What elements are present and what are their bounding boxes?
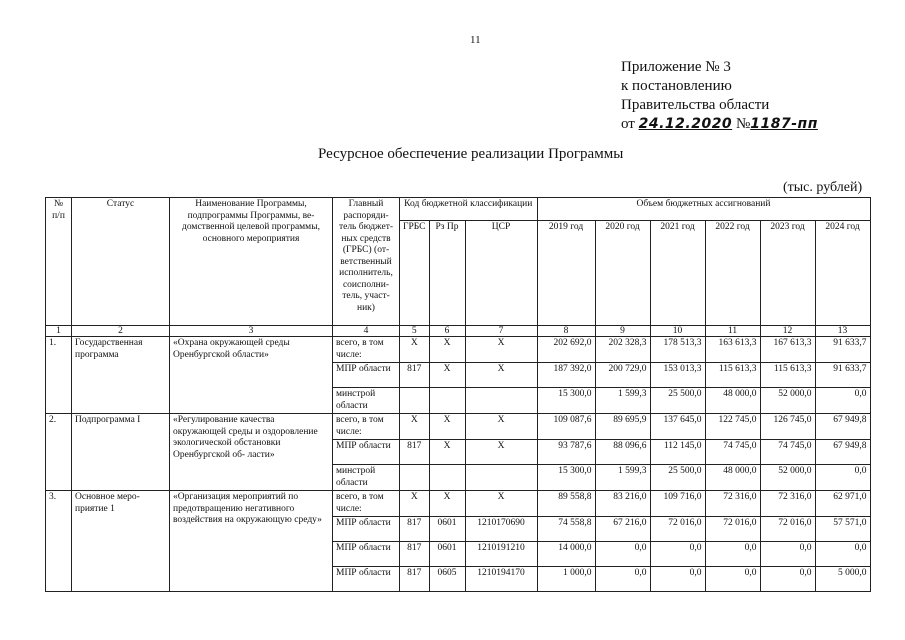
row-value: 52 000,0	[760, 388, 815, 414]
row-status: Государственная программа	[72, 337, 170, 414]
row-admin: МПР области	[333, 517, 400, 542]
row-value: 15 300,0	[537, 465, 595, 491]
row-value: 91 633,7	[815, 337, 870, 363]
row-value: 14 000,0	[537, 542, 595, 567]
row-rzpr: 0605	[429, 567, 465, 592]
row-value: 1 599,3	[595, 388, 650, 414]
row-admin: минстрой области	[333, 388, 400, 414]
row-name: «Организация мероприятий по предотвращению негативного воздействия на окружающую среду»	[170, 491, 333, 592]
row-grbs: X	[400, 337, 430, 363]
header-rzpr: Рз Пр	[429, 221, 465, 326]
column-number: 13	[815, 326, 870, 337]
table-row	[46, 414, 871, 440]
row-value: 115 613,3	[705, 363, 760, 388]
row-admin: минстрой области	[333, 465, 400, 491]
document-title: Ресурсное обеспечение реализации Программы	[318, 146, 624, 162]
row-admin: всего, в том числе:	[333, 337, 400, 363]
page-number: 11	[470, 34, 481, 46]
column-number: 6	[429, 326, 465, 337]
row-rzpr	[429, 465, 465, 491]
header-year: 2019 год	[537, 221, 595, 326]
row-grbs: 817	[400, 567, 430, 592]
row-value: 202 328,3	[595, 337, 650, 363]
table-row	[46, 491, 871, 517]
row-value: 137 645,0	[650, 414, 705, 440]
row-csr: X	[465, 363, 537, 388]
row-value: 178 513,3	[650, 337, 705, 363]
row-number: 3.	[46, 491, 72, 592]
appendix-block	[621, 58, 818, 134]
header-code-group: Код бюджетной классификации	[400, 198, 538, 221]
column-number: 7	[465, 326, 537, 337]
header-volume-group: Объем бюджетных ассигнований	[537, 198, 870, 221]
header-year: 2022 год	[705, 221, 760, 326]
header-year: 2023 год	[760, 221, 815, 326]
row-value: 0,0	[650, 542, 705, 567]
row-value: 83 216,0	[595, 491, 650, 517]
row-admin: МПР области	[333, 363, 400, 388]
row-grbs: X	[400, 491, 430, 517]
appendix-line-3: Правительства области	[621, 97, 770, 113]
row-admin: МПР области	[333, 567, 400, 592]
row-csr	[465, 465, 537, 491]
handwritten-number: 1187-пп	[750, 116, 818, 132]
row-rzpr: X	[429, 491, 465, 517]
row-value: 74 558,8	[537, 517, 595, 542]
row-value: 25 500,0	[650, 465, 705, 491]
row-csr: X	[465, 491, 537, 517]
row-grbs: 817	[400, 517, 430, 542]
row-value: 15 300,0	[537, 388, 595, 414]
resource-table	[45, 197, 871, 592]
row-value: 0,0	[595, 567, 650, 592]
header-year: 2020 год	[595, 221, 650, 326]
row-csr: 1210191210	[465, 542, 537, 567]
row-csr: 1210170690	[465, 517, 537, 542]
row-value: 109 716,0	[650, 491, 705, 517]
table-row	[46, 337, 871, 363]
row-value: 93 787,6	[537, 440, 595, 465]
row-value: 0,0	[815, 388, 870, 414]
row-grbs	[400, 465, 430, 491]
row-value: 72 016,0	[760, 517, 815, 542]
row-admin: МПР области	[333, 440, 400, 465]
header-grbs: ГРБС	[400, 221, 430, 326]
header-admin: Главный распоряди- тель бюджет- ных средств (ГРБС) (от- ветственный исполнитель, соисполни- тель, участ- ник)	[333, 198, 400, 326]
column-number: 12	[760, 326, 815, 337]
row-status: Подпрограмма I	[72, 414, 170, 491]
row-number: 2.	[46, 414, 72, 491]
row-value: 89 558,8	[537, 491, 595, 517]
header-num: № п/п	[46, 198, 72, 326]
number-prefix: №	[735, 116, 751, 132]
row-name: «Регулирование качества окружающей среды и оздоровление экологической обстановки Оренбургской об- ласти»	[170, 414, 333, 491]
column-number: 9	[595, 326, 650, 337]
header-status: Статус	[72, 198, 170, 326]
appendix-line-2: к постановлению	[621, 78, 732, 94]
row-value: 89 695,9	[595, 414, 650, 440]
row-rzpr: 0601	[429, 542, 465, 567]
row-admin: МПР области	[333, 542, 400, 567]
row-value: 112 145,0	[650, 440, 705, 465]
row-grbs: X	[400, 414, 430, 440]
row-value: 200 729,0	[595, 363, 650, 388]
row-csr: X	[465, 414, 537, 440]
row-rzpr: X	[429, 363, 465, 388]
row-value: 72 316,0	[760, 491, 815, 517]
row-value: 67 949,8	[815, 414, 870, 440]
column-number: 5	[400, 326, 430, 337]
row-number: 1.	[46, 337, 72, 414]
row-value: 153 013,3	[650, 363, 705, 388]
row-value: 91 633,7	[815, 363, 870, 388]
row-value: 0,0	[815, 542, 870, 567]
row-value: 62 971,0	[815, 491, 870, 517]
row-value: 88 096,6	[595, 440, 650, 465]
row-admin: всего, в том числе:	[333, 491, 400, 517]
units-label: (тыс. рублей)	[783, 180, 863, 195]
row-value: 5 000,0	[815, 567, 870, 592]
header-name: Наименование Программы, подпрограммы Программы, ве- домственной целевой программы, основного мероприятия	[170, 198, 333, 326]
row-value: 202 692,0	[537, 337, 595, 363]
row-rzpr: X	[429, 414, 465, 440]
row-value: 74 745,0	[760, 440, 815, 465]
row-csr: X	[465, 337, 537, 363]
column-number: 1	[46, 326, 72, 337]
row-value: 0,0	[815, 465, 870, 491]
date-prefix: от	[621, 116, 635, 132]
column-number-row	[46, 326, 871, 337]
header-year: 2021 год	[650, 221, 705, 326]
row-value: 74 745,0	[705, 440, 760, 465]
column-number: 4	[333, 326, 400, 337]
appendix-date-line	[621, 115, 818, 134]
row-admin: всего, в том числе:	[333, 414, 400, 440]
row-rzpr: 0601	[429, 517, 465, 542]
row-value: 1 599,3	[595, 465, 650, 491]
row-value: 48 000,0	[705, 465, 760, 491]
row-value: 72 016,0	[650, 517, 705, 542]
row-status: Основное меро- приятие 1	[72, 491, 170, 592]
header-row-1	[46, 198, 871, 221]
row-value: 52 000,0	[760, 465, 815, 491]
column-number: 11	[705, 326, 760, 337]
row-value: 72 316,0	[705, 491, 760, 517]
column-number: 8	[537, 326, 595, 337]
row-value: 67 216,0	[595, 517, 650, 542]
row-value: 115 613,3	[760, 363, 815, 388]
row-value: 167 613,3	[760, 337, 815, 363]
column-number: 3	[170, 326, 333, 337]
row-rzpr: X	[429, 337, 465, 363]
handwritten-date: 24.12.2020	[638, 116, 733, 132]
header-year: 2024 год	[815, 221, 870, 326]
row-value: 0,0	[650, 567, 705, 592]
row-name: «Охрана окружающей среды Оренбургской области»	[170, 337, 333, 414]
row-csr: X	[465, 440, 537, 465]
row-value: 126 745,0	[760, 414, 815, 440]
row-value: 67 949,8	[815, 440, 870, 465]
row-value: 122 745,0	[705, 414, 760, 440]
row-value: 0,0	[595, 542, 650, 567]
row-grbs: 817	[400, 363, 430, 388]
row-value: 1 000,0	[537, 567, 595, 592]
row-rzpr	[429, 388, 465, 414]
row-csr: 1210194170	[465, 567, 537, 592]
row-value: 163 613,3	[705, 337, 760, 363]
row-value: 109 087,6	[537, 414, 595, 440]
row-csr	[465, 388, 537, 414]
row-value: 48 000,0	[705, 388, 760, 414]
header-csr: ЦСР	[465, 221, 537, 326]
row-grbs	[400, 388, 430, 414]
row-grbs: 817	[400, 542, 430, 567]
row-value: 0,0	[705, 542, 760, 567]
row-value: 72 016,0	[705, 517, 760, 542]
row-grbs: 817	[400, 440, 430, 465]
row-value: 57 571,0	[815, 517, 870, 542]
row-value: 0,0	[760, 567, 815, 592]
row-value: 0,0	[705, 567, 760, 592]
row-value: 187 392,0	[537, 363, 595, 388]
row-value: 0,0	[760, 542, 815, 567]
column-number: 2	[72, 326, 170, 337]
row-value: 25 500,0	[650, 388, 705, 414]
column-number: 10	[650, 326, 705, 337]
row-rzpr: X	[429, 440, 465, 465]
appendix-line-1: Приложение № 3	[621, 59, 731, 75]
